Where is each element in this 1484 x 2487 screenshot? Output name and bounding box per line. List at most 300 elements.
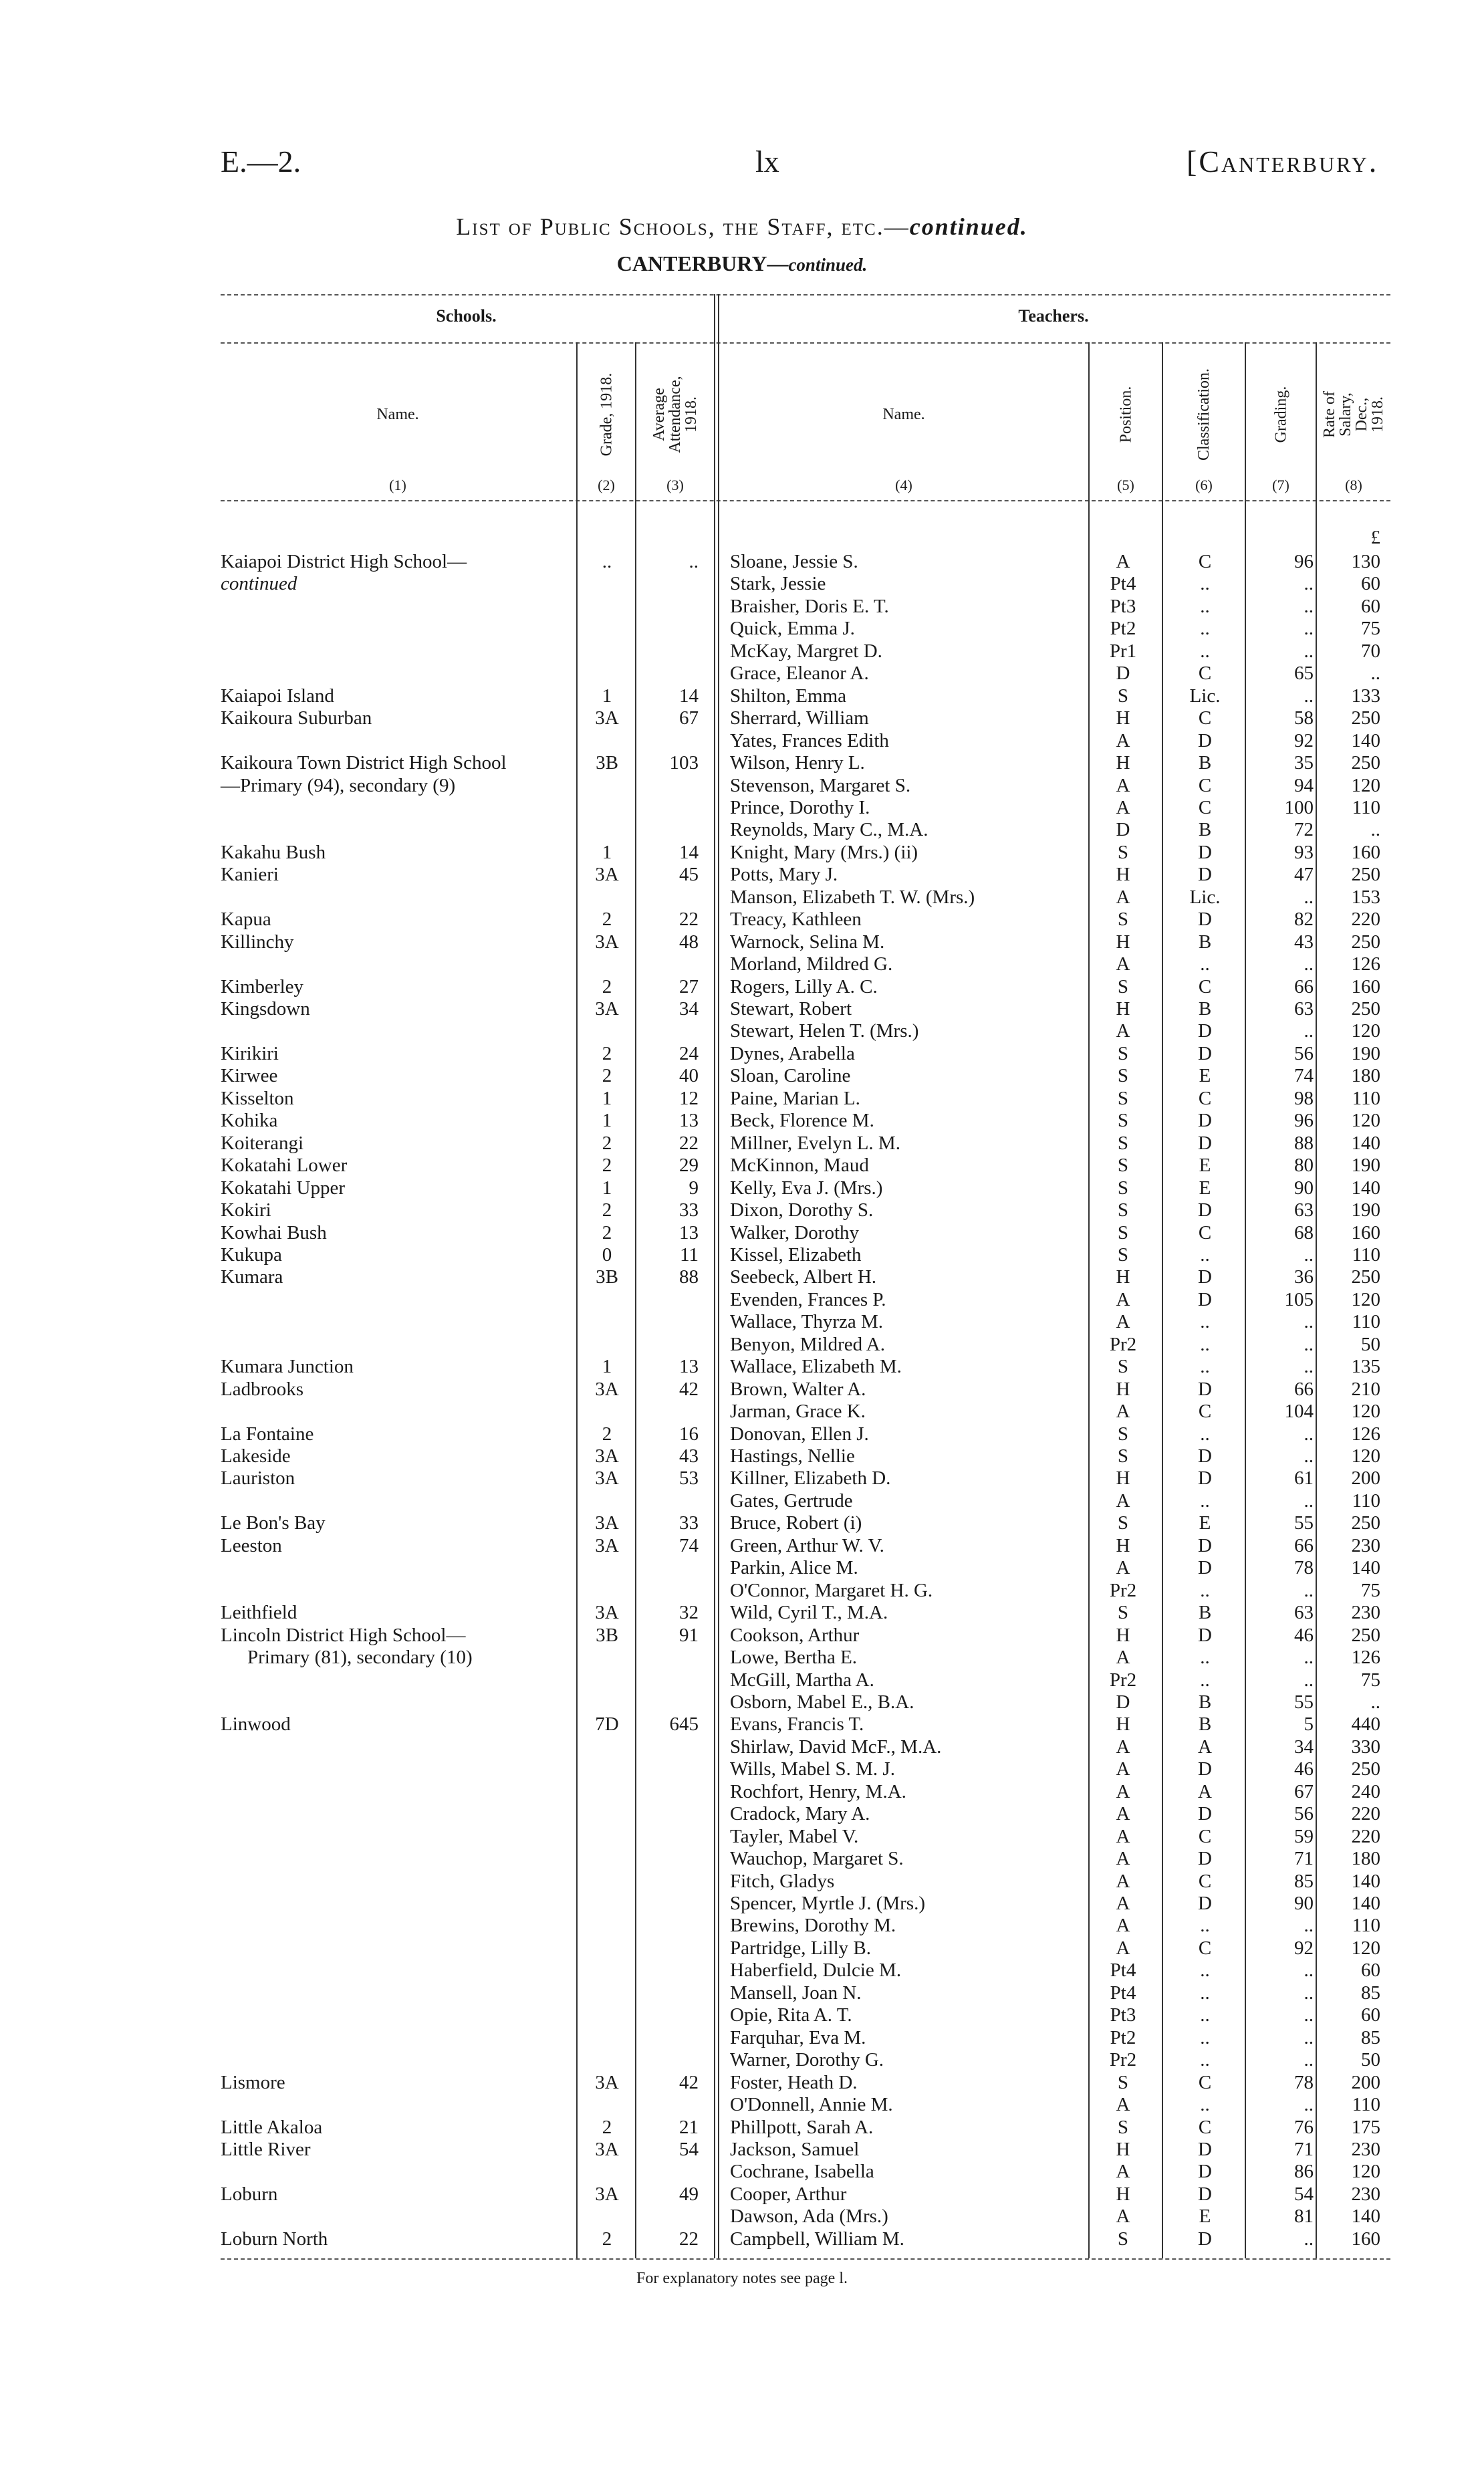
grade-cell [580,1781,634,1803]
position-cell: A [1116,1736,1130,1758]
school-cell: Ladbrooks [221,1379,304,1400]
school-cell [221,1758,575,1780]
grade-cell [580,2004,634,2026]
attendance-cell [638,775,699,797]
position-cell: Pr2 [1109,1580,1137,1601]
classification-cell: C [1198,775,1212,796]
grade-cell: 3A [595,1379,619,1400]
school-cell: Kanieri [221,864,279,885]
classification-cell: D [1198,2161,1212,2182]
classification-cell: B [1198,752,1212,774]
attendance-cell: 22 [679,909,699,930]
school-cell: Kimberley [221,976,304,997]
school-cell: continued [221,573,297,594]
position-cell: S [1117,2117,1129,2138]
teacher-name-cell: Killner, Elizabeth D. [730,1467,891,1489]
classification-cell: D [1198,1289,1212,1310]
salary-cell: 250 [1351,1625,1380,1646]
teacher-name-cell: Walker, Dorothy [730,1222,860,1244]
teacher-name-cell: Wilson, Henry L. [730,752,865,774]
grade-cell: 2 [602,1065,612,1086]
grade-cell: 2 [602,1155,612,1176]
attendance-cell: 13 [679,1222,699,1244]
position-cell: A [1116,730,1130,751]
teacher-name-cell: Kelly, Eva J. (Mrs.) [730,1177,883,1199]
position-cell: A [1116,1915,1130,1936]
salary-cell: 250 [1351,998,1380,1020]
teacher-name-cell: Farquhar, Eva M. [730,2027,866,2048]
salary-cell: 110 [1352,1490,1380,1512]
salary-cell: 85 [1361,1982,1380,2004]
position-cell: S [1117,976,1129,997]
school-cell: Kakahu Bush [221,842,326,863]
grade-cell [580,730,634,752]
grading-cell: .. [1304,1915,1314,1936]
attendance-cell [638,1669,699,1691]
classification-cell: C [1198,707,1212,729]
position-cell: H [1116,707,1130,729]
classification-cell: .. [1200,573,1210,594]
grade-cell [580,1937,634,1960]
grading-cell: .. [1304,1982,1314,2004]
attendance-cell: 74 [679,1535,699,1556]
attendance-cell [638,1871,699,1893]
classification-cell: D [1198,1535,1212,1556]
grade-cell: 2 [602,1199,612,1221]
attendance-cell: 32 [679,1602,699,1623]
grading-cell: .. [1304,2004,1314,2026]
school-cell: Loburn [221,2183,278,2205]
grading-cell: 96 [1294,1110,1314,1131]
grading-cell: 46 [1294,1758,1314,1780]
school-cell: Kaiapoi District High School— [221,551,467,572]
attendance-cell [638,1580,699,1602]
salary-cell: 126 [1351,953,1380,975]
grade-cell [580,1736,634,1758]
salary-cell: 60 [1361,573,1380,594]
teacher-name-cell: McGill, Martha A. [730,1669,874,1691]
grading-cell: 100 [1284,797,1314,818]
salary-cell: 180 [1351,1848,1380,1869]
attendance-cell [638,1736,699,1758]
salary-cell: 250 [1351,864,1380,885]
grading-cell: .. [1304,2027,1314,2048]
position-cell: S [1117,2228,1129,2250]
grade-cell: 3A [595,998,619,1020]
grade-cell [580,1982,634,2004]
salary-cell: 250 [1351,1758,1380,1780]
attendance-cell: 22 [679,1133,699,1154]
salary-cell: 140 [1351,1893,1380,1914]
position-cell: A [1116,551,1130,572]
classification-cell: .. [1200,618,1210,639]
position-cell: A [1116,1289,1130,1310]
position-cell: A [1116,1490,1130,1512]
col-header-position: Position. [1116,386,1134,443]
school-cell: Kaikoura Suburban [221,707,372,729]
col-number: (6) [1195,477,1213,493]
salary-cell: 250 [1351,707,1380,729]
attendance-cell [638,2161,699,2183]
classification-cell: C [1198,1088,1212,1109]
position-cell: A [1116,1826,1130,1847]
position-cell: H [1116,2183,1130,2205]
grade-cell: 1 [602,842,612,863]
teacher-name-cell: Donovan, Ellen J. [730,1423,869,1445]
title-main: List of Public Schools, the Staff, etc.— [456,213,910,240]
teacher-name-cell: Bruce, Robert (i) [730,1512,862,1534]
teacher-name-cell: Kissel, Elizabeth [730,1244,862,1266]
position-cell: S [1117,1356,1129,1377]
grade-cell: 2 [602,2117,612,2138]
school-cell: Little River [221,2139,311,2160]
classification-cell: B [1198,1713,1212,1735]
teacher-name-cell: Millner, Evelyn L. M. [730,1133,900,1154]
school-cell [221,640,575,663]
classification-cell: Lic. [1189,886,1221,908]
grading-cell: 96 [1294,551,1314,572]
teacher-name-cell: Treacy, Kathleen [730,909,862,930]
salary-cell: 160 [1351,1222,1380,1244]
salary-cell: 190 [1351,1199,1380,1221]
school-cell: Kukupa [221,1244,282,1266]
school-cell [221,1334,575,1356]
school-cell [221,1960,575,1982]
teacher-name-cell: Beck, Florence M. [730,1110,874,1131]
position-cell: D [1116,1691,1130,1713]
grading-cell: 63 [1294,1199,1314,1221]
grading-cell: 71 [1294,1848,1314,1869]
grading-cell: .. [1304,1423,1314,1445]
teacher-name-cell: O'Connor, Margaret H. G. [730,1580,933,1601]
grade-cell [580,1960,634,1982]
school-cell: Kingsdown [221,998,310,1020]
classification-cell: A [1198,1781,1212,1802]
teacher-name-cell: Braisher, Doris E. T. [730,596,889,617]
attendance-cell: 43 [679,1445,699,1467]
salary-cell: 50 [1361,1334,1380,1355]
school-cell [221,1982,575,2004]
teacher-name-cell: Wills, Mabel S. M. J. [730,1758,895,1780]
position-cell: H [1116,864,1130,885]
classification-cell: A [1198,1736,1212,1758]
grading-cell: .. [1304,1490,1314,1512]
classification-cell: D [1198,730,1212,751]
grading-cell: 66 [1294,976,1314,997]
grading-cell: 66 [1294,1535,1314,1556]
school-cell [221,618,575,640]
classification-cell: D [1198,1020,1212,1042]
classification-cell: Lic. [1189,685,1221,707]
attendance-cell [638,797,699,819]
grading-cell: .. [1304,685,1314,707]
classification-cell: D [1198,2228,1212,2250]
school-cell [221,1937,575,1960]
school-cell: Lismore [221,2072,285,2093]
attendance-cell: 42 [679,1379,699,1400]
attendance-cell: 24 [679,1043,699,1064]
school-cell [221,596,575,618]
grade-cell [580,618,634,640]
position-cell: S [1117,1244,1129,1266]
salary-cell: 75 [1361,1580,1380,1601]
teacher-name-cell: Rochfort, Henry, M.A. [730,1781,906,1802]
classification-cell: E [1199,2206,1211,2227]
attendance-cell [638,2206,699,2228]
school-cell [221,1826,575,1848]
attendance-cell: 88 [679,1266,699,1288]
grade-cell [580,953,634,975]
classification-cell: D [1198,1848,1212,1869]
grade-cell [580,1311,634,1333]
salary-cell: 126 [1351,1647,1380,1668]
attendance-cell [638,618,699,640]
grading-cell: 63 [1294,1602,1314,1623]
grading-cell: 76 [1294,2117,1314,2138]
attendance-cell [638,1915,699,1937]
teacher-name-cell: Benyon, Mildred A. [730,1334,885,1355]
teacher-name-cell: Campbell, William M. [730,2228,904,2250]
teacher-name-cell: Reynolds, Mary C., M.A. [730,819,929,840]
teacher-name-cell: Partridge, Lilly B. [730,1937,872,1959]
position-cell: S [1117,1423,1129,1445]
school-cell [221,1669,575,1691]
grade-cell: 3B [596,1266,618,1288]
school-cell [221,1915,575,1937]
grade-cell [580,886,634,909]
classification-cell: .. [1200,1356,1210,1377]
position-cell: A [1116,1893,1130,1914]
classification-cell: .. [1200,1490,1210,1512]
teacher-name-cell: Shilton, Emma [730,685,846,707]
salary-cell: 140 [1351,1557,1380,1578]
classification-cell: B [1198,1691,1212,1713]
teacher-name-cell: Warnock, Selina M. [730,931,885,953]
attendance-cell: 103 [669,752,699,774]
attendance-cell: 9 [689,1177,699,1199]
grading-cell: 85 [1294,1871,1314,1892]
teacher-name-cell: Dixon, Dorothy S. [730,1199,874,1221]
grading-cell: 61 [1294,1467,1314,1489]
salary-cell: 140 [1351,730,1380,751]
grade-cell: 1 [602,1088,612,1109]
attendance-cell: 91 [679,1625,699,1646]
school-cell [221,1781,575,1803]
position-cell: S [1117,1177,1129,1199]
salary-cell: 160 [1351,842,1380,863]
page-code: E.—2. [221,144,301,179]
school-cell [221,819,575,841]
position-cell: Pt4 [1110,573,1136,594]
position-cell: A [1116,1647,1130,1668]
grading-cell: 58 [1294,707,1314,729]
teacher-name-cell: Cookson, Arthur [730,1625,860,1646]
attendance-cell: 21 [679,2117,699,2138]
attendance-cell [638,1848,699,1870]
salary-cell: 120 [1351,1401,1380,1422]
attendance-cell [638,1982,699,2004]
teacher-name-cell: Seebeck, Albert H. [730,1266,877,1288]
grading-cell: .. [1304,1669,1314,1691]
classification-cell: D [1198,1266,1212,1288]
position-cell: Pt4 [1110,1960,1136,1981]
attendance-cell: .. [689,551,699,572]
position-cell: A [1116,1848,1130,1869]
teacher-name-cell: Yates, Frances Edith [730,730,889,751]
teacher-name-cell: Stark, Jessie [730,573,826,594]
position-cell: H [1116,998,1130,1020]
grading-cell: 104 [1284,1401,1314,1422]
position-cell: A [1116,1781,1130,1802]
teacher-name-cell: McKinnon, Maud [730,1155,869,1176]
classification-cell: D [1198,1445,1212,1467]
classification-cell: D [1198,1758,1212,1780]
school-cell [221,1289,575,1311]
attendance-cell: 33 [679,1512,699,1534]
grading-cell: .. [1304,1647,1314,1668]
salary-cell: 133 [1351,685,1380,707]
school-cell: Kisselton [221,1088,294,1109]
position-cell: A [1116,1871,1130,1892]
salary-cell: 220 [1351,1803,1380,1824]
salary-cell: 220 [1351,1826,1380,1847]
school-cell [221,2027,575,2049]
classification-cell: C [1198,976,1212,997]
region-name: CANTERBURY— [616,251,789,275]
attendance-cell [638,596,699,618]
col-number: (3) [666,477,684,493]
grade-cell: 3A [595,1535,619,1556]
salary-cell: 120 [1351,1289,1380,1310]
position-cell: S [1117,1088,1129,1109]
attendance-cell: 13 [679,1356,699,1377]
column-divider [1162,342,1163,2258]
teacher-name-cell: Sloan, Caroline [730,1065,851,1086]
attendance-cell [638,1311,699,1333]
grade-cell: 3B [596,752,618,774]
teacher-name-cell: Hastings, Nellie [730,1445,855,1467]
salary-cell: 140 [1351,1871,1380,1892]
salary-cell: 200 [1351,2072,1380,2093]
position-cell: S [1117,1222,1129,1244]
position-cell: H [1116,2139,1130,2160]
grade-cell: 3A [595,1602,619,1623]
col-number: (4) [895,477,912,493]
classification-cell: C [1198,1871,1212,1892]
school-cell [221,797,575,819]
column-divider [718,294,719,2258]
attendance-cell [638,2004,699,2026]
grading-cell: 82 [1294,909,1314,930]
grade-cell: 2 [602,1423,612,1445]
position-cell: H [1116,1713,1130,1735]
col-number: (7) [1272,477,1289,493]
column-divider [714,294,715,2258]
school-cell [221,663,575,685]
teacher-name-cell: Opie, Rita A. T. [730,2004,852,2026]
grade-cell [580,663,634,685]
school-cell: Kaikoura Town District High School [221,752,507,774]
grading-cell: 81 [1294,2206,1314,2227]
salary-cell: 160 [1351,2228,1380,2250]
teacher-name-cell: Evenden, Frances P. [730,1289,886,1310]
grade-cell [580,1871,634,1893]
school-cell [221,2161,575,2183]
salary-cell: 250 [1351,1266,1380,1288]
teacher-name-cell: Prince, Dorothy I. [730,797,870,818]
attendance-cell: 13 [679,1110,699,1131]
teacher-name-cell: Cochrane, Isabella [730,2161,874,2182]
position-cell: S [1117,1602,1129,1623]
attendance-cell [638,1937,699,1960]
grading-cell: 74 [1294,1065,1314,1086]
grade-cell: 3A [595,931,619,953]
salary-cell: 140 [1351,2206,1380,2227]
salary-cell: .. [1370,819,1380,840]
teacher-name-cell: Warner, Dorothy G. [730,2049,884,2070]
grading-cell: 56 [1294,1043,1314,1064]
position-cell: H [1116,1467,1130,1489]
attendance-cell: 48 [679,931,699,953]
grade-cell: 1 [602,1110,612,1131]
school-cell [221,2004,575,2026]
grading-cell: 90 [1294,1177,1314,1199]
school-cell [221,886,575,909]
teacher-name-cell: Quick, Emma J. [730,618,855,639]
teacher-name-cell: Grace, Eleanor A. [730,663,869,684]
salary-cell: 120 [1351,2161,1380,2182]
attendance-cell [638,1557,699,1579]
grade-cell [580,1647,634,1669]
salary-cell: 140 [1351,1177,1380,1199]
attendance-cell [638,640,699,663]
grading-cell: 86 [1294,2161,1314,2182]
teacher-name-cell: Cradock, Mary A. [730,1803,870,1824]
grading-cell: .. [1304,2228,1314,2250]
salary-cell: 120 [1351,1020,1380,1042]
classification-cell: C [1198,551,1212,572]
teacher-name-cell: Tayler, Mabel V. [730,1826,859,1847]
attendance-cell: 29 [679,1155,699,1176]
salary-cell: 110 [1352,1088,1380,1109]
school-cell: Primary (81), secondary (10) [247,1647,473,1668]
grade-cell [580,1915,634,1937]
teacher-name-cell: Stewart, Robert [730,998,852,1020]
col-number: (1) [389,477,406,493]
position-cell: H [1116,1535,1130,1556]
attendance-cell: 45 [679,864,699,885]
salary-cell: 200 [1351,1467,1380,1489]
classification-cell: E [1199,1512,1211,1534]
table-bottom-rule [221,2258,1390,2260]
classification-cell: .. [1200,596,1210,617]
position-cell: Pt2 [1110,2027,1136,2048]
column-header-rule [221,500,1390,501]
position-cell: A [1116,797,1130,818]
grading-cell: 92 [1294,1937,1314,1959]
position-cell: A [1116,886,1130,908]
teacher-name-cell: Dynes, Arabella [730,1043,855,1064]
grade-cell: 2 [602,2228,612,2250]
school-cell [221,2094,575,2116]
grading-cell: 68 [1294,1222,1314,1244]
school-cell [221,1736,575,1758]
position-cell: Pr2 [1109,2049,1137,2070]
salary-cell: 250 [1351,752,1380,774]
region-title [0,251,1484,276]
grading-cell: 80 [1294,1155,1314,1176]
classification-cell: .. [1200,1669,1210,1691]
